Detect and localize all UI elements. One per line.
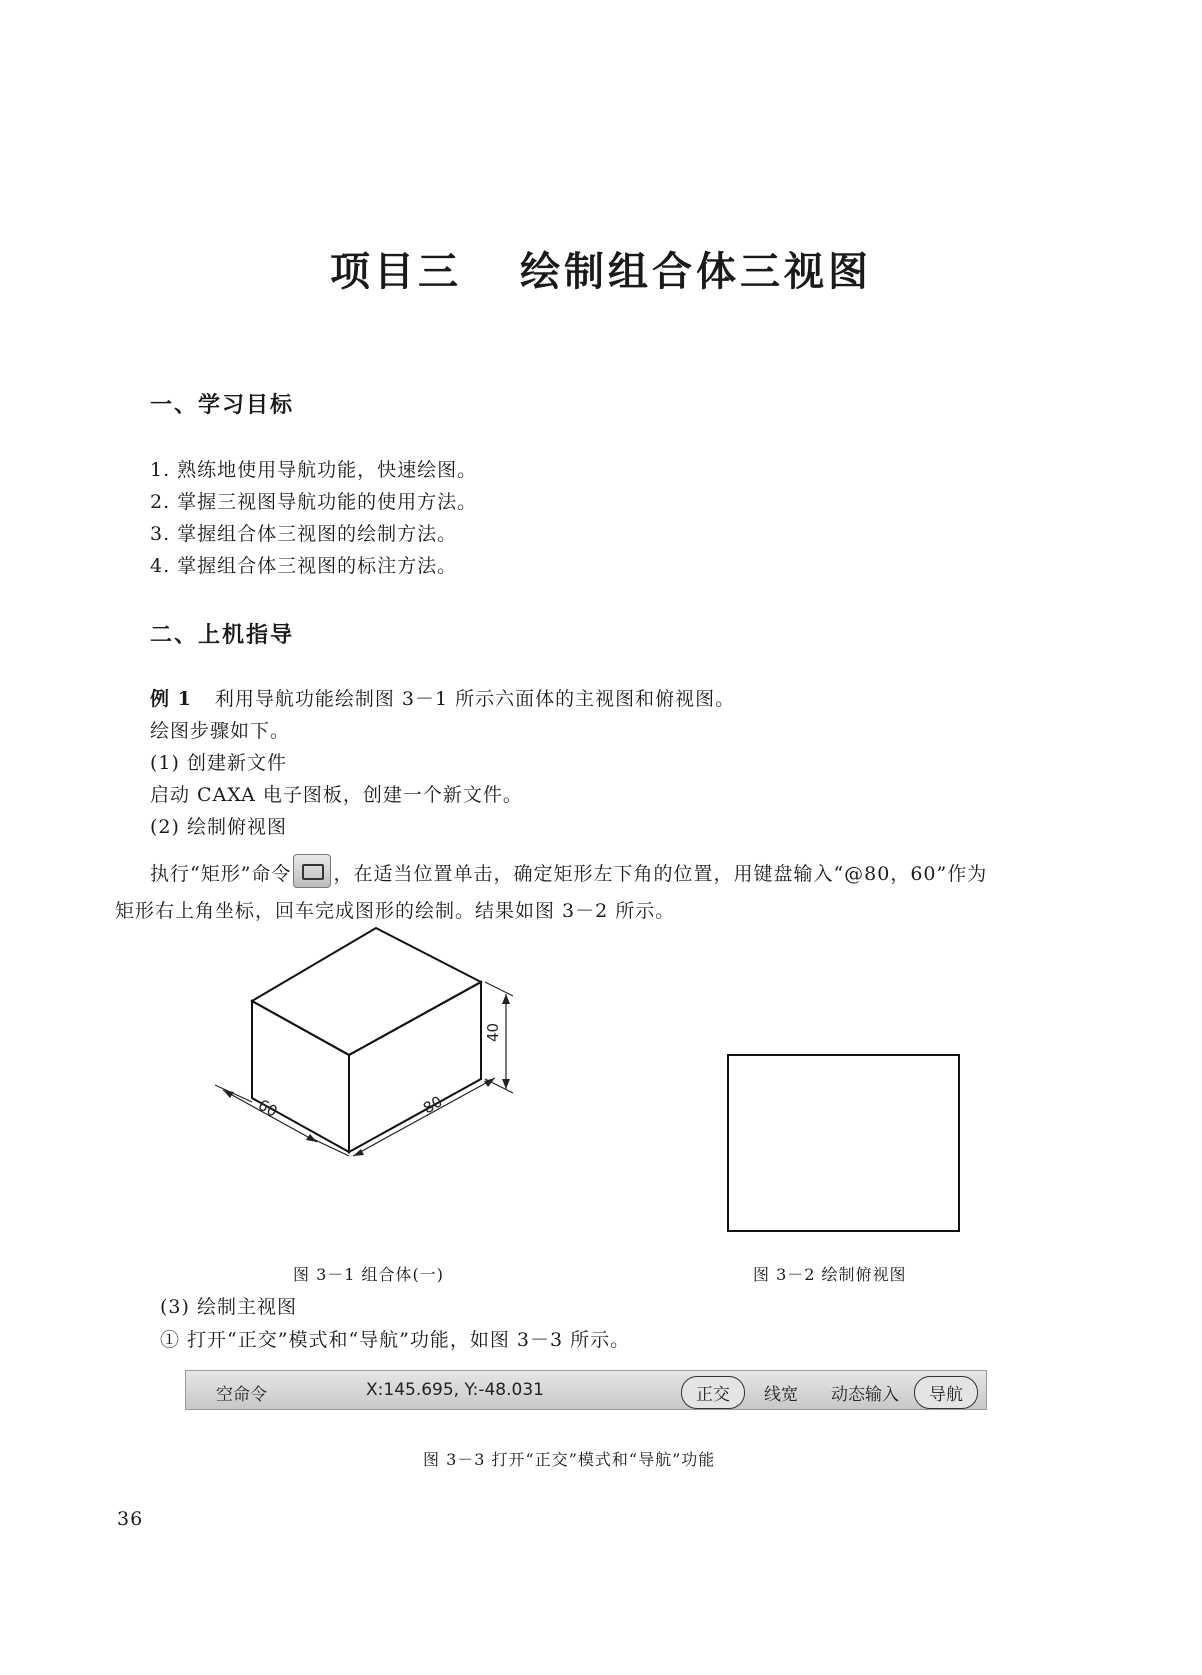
step1-text: 启动 CAXA 电子图板，创建一个新文件。	[150, 784, 523, 806]
page-title: 项目三 绘制组合体三视图	[330, 249, 872, 295]
objective-item: 2. 掌握三视图导航功能的使用方法。	[150, 491, 478, 513]
dim-line-length	[353, 1078, 495, 1156]
step2-text-a: 执行“矩形”命令	[150, 863, 292, 885]
step3-item1: ① 打开“正交”模式和“导航”功能，如图 3－3 所示。	[160, 1329, 631, 1351]
nav-toggle-button[interactable]: 导航	[914, 1376, 978, 1409]
dynamic-input-button[interactable]: 动态输入	[831, 1385, 899, 1405]
example-paragraph	[150, 684, 735, 711]
box-left-face	[252, 1001, 349, 1152]
step2-title: (2) 绘制俯视图	[150, 816, 287, 838]
example-label: 例 1	[150, 688, 192, 710]
status-coordinates: X:145.695, Y:-48.031	[366, 1380, 544, 1400]
status-bar	[185, 1370, 987, 1410]
steps-intro: 绘图步骤如下。	[150, 720, 291, 742]
status-command: 空命令	[216, 1385, 267, 1405]
section-heading-objectives: 一、学习目标	[150, 393, 295, 418]
figure-3-2-caption: 图 3－2 绘制俯视图	[753, 1265, 907, 1284]
figure-3-3-caption: 图 3－3 打开“正交”模式和“导航”功能	[423, 1450, 716, 1469]
step3-title: (3) 绘制主视图	[160, 1296, 297, 1318]
objective-item: 4. 掌握组合体三视图的标注方法。	[150, 555, 458, 577]
box-top-face	[252, 928, 481, 1055]
page-number: 36	[117, 1508, 144, 1530]
step1-title: (1) 创建新文件	[150, 752, 287, 774]
step2-text-line2: 矩形右上角坐标，回车完成图形的绘制。结果如图 3－2 所示。	[115, 900, 676, 922]
objective-item: 1. 熟练地使用导航功能，快速绘图。	[150, 459, 478, 481]
step2-text-b: ，在适当位置单击，确定矩形左下角的位置，用键盘输入“@80，60”作为	[333, 863, 988, 885]
ortho-toggle-button[interactable]: 正交	[681, 1376, 745, 1409]
rectangle-command-icon	[293, 854, 331, 888]
objective-item: 3. 掌握组合体三视图的绘制方法。	[150, 523, 458, 545]
linewidth-button[interactable]: 线宽	[764, 1385, 798, 1405]
section-heading-guidance: 二、上机指导	[150, 623, 295, 648]
figure-3-1-isometric-box	[195, 920, 555, 1180]
example-text: 利用导航功能绘制图 3－1 所示六面体的主视图和俯视图。	[214, 688, 736, 710]
step2-text-line1	[150, 858, 987, 892]
figure-3-2-rectangle	[727, 1054, 960, 1232]
box-right-face	[349, 982, 481, 1152]
dim-label-width: 60	[255, 1095, 281, 1121]
figure-3-1-caption: 图 3－1 组合体(一)	[293, 1265, 445, 1284]
dim-label-height: 40	[484, 1022, 502, 1042]
dim-label-length: 80	[420, 1092, 446, 1118]
